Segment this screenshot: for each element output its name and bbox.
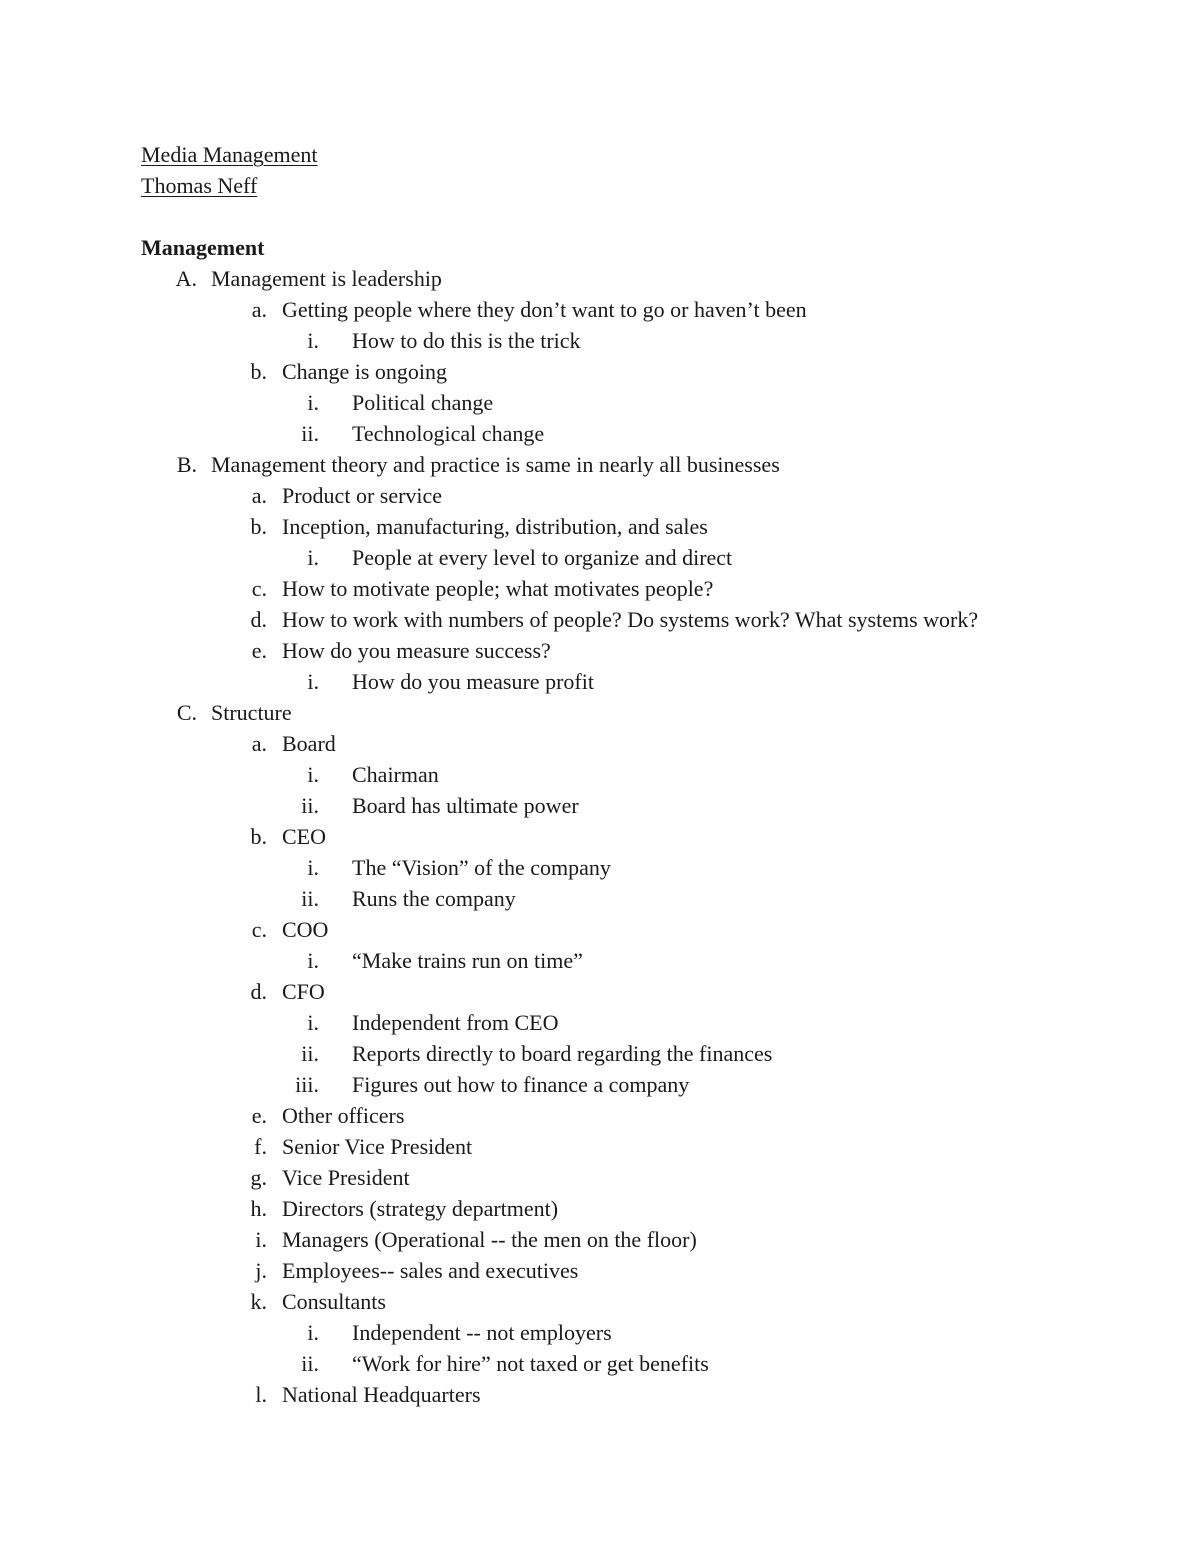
outline-marker: k. xyxy=(250,1289,267,1314)
outline-text: Independent from CEO xyxy=(352,1010,559,1035)
author-name: Thomas Neff xyxy=(141,173,258,198)
outline-text: Product or service xyxy=(282,483,443,508)
outline-text: How do you measure profit xyxy=(352,669,594,694)
outline-text: How to do this is the trick xyxy=(352,328,581,353)
outline-item-level-3 xyxy=(141,666,1141,697)
outline-text: Management theory and practice is same in nearly all businesses xyxy=(211,452,780,477)
outline-item-level-3 xyxy=(141,883,1141,914)
outline-text: How to work with numbers of people? Do systems work? What systems work? xyxy=(282,607,979,632)
outline-marker: a. xyxy=(251,483,267,508)
outline-marker: d. xyxy=(250,979,267,1004)
outline-marker: i. xyxy=(255,1227,267,1252)
outline-marker: j. xyxy=(255,1258,267,1283)
outline-item-level-3 xyxy=(141,1038,1141,1069)
outline-item-level-2 xyxy=(141,976,1141,1007)
outline-text: How do you measure success? xyxy=(282,638,551,663)
outline-marker: i. xyxy=(307,855,319,880)
outline-text: Technological change xyxy=(352,421,545,446)
outline-text: Getting people where they don’t want to go or haven’t been xyxy=(282,297,807,322)
outline-marker: c. xyxy=(251,576,267,601)
outline-marker: ii. xyxy=(301,1041,319,1066)
outline-item-level-2 xyxy=(141,1379,1141,1410)
outline-item-level-2 xyxy=(141,1255,1141,1286)
outline-text: Senior Vice President xyxy=(282,1134,473,1159)
outline-item-level-2 xyxy=(141,914,1141,945)
blank-line xyxy=(141,201,1141,232)
outline-item-level-2 xyxy=(141,1193,1141,1224)
outline-item-level-2 xyxy=(141,1131,1141,1162)
outline-item-level-3 xyxy=(141,1348,1141,1379)
outline-item-level-3 xyxy=(141,1069,1141,1100)
outline-text: Change is ongoing xyxy=(282,359,447,384)
outline-text: “Work for hire” not taxed or get benefits xyxy=(352,1351,709,1376)
outline-marker: i. xyxy=(307,545,319,570)
outline-marker: d. xyxy=(250,607,267,632)
outline-text: Runs the company xyxy=(352,886,516,911)
outline-item-level-1 xyxy=(141,449,1141,480)
outline-text: Employees-- sales and executives xyxy=(282,1258,579,1283)
outline-marker: ii. xyxy=(301,421,319,446)
outline-item-level-3 xyxy=(141,759,1141,790)
outline-marker: i. xyxy=(307,1010,319,1035)
outline-marker: A. xyxy=(175,266,197,291)
outline-text: Board has ultimate power xyxy=(352,793,579,818)
outline-item-level-3 xyxy=(141,387,1141,418)
outline-marker: B. xyxy=(176,452,197,477)
outline-item-level-3 xyxy=(141,790,1141,821)
outline-item-level-2 xyxy=(141,1100,1141,1131)
outline-text: Directors (strategy department) xyxy=(282,1196,559,1221)
section-heading-line xyxy=(141,232,1141,263)
outline-marker: ii. xyxy=(301,886,319,911)
outline-item-level-2 xyxy=(141,728,1141,759)
outline-marker: i. xyxy=(307,328,319,353)
outline-text: People at every level to organize and direct xyxy=(352,545,733,570)
outline-item-level-3 xyxy=(141,325,1141,356)
outline-text: Figures out how to finance a company xyxy=(352,1072,690,1097)
outline-marker: a. xyxy=(251,297,267,322)
outline-marker: g. xyxy=(250,1165,267,1190)
outline-text: Political change xyxy=(352,390,494,415)
outline-text: Chairman xyxy=(352,762,439,787)
outline-marker: i. xyxy=(307,762,319,787)
outline-text: CFO xyxy=(282,979,325,1004)
outline-item-level-2 xyxy=(141,573,1141,604)
outline-item-level-3 xyxy=(141,852,1141,883)
outline-text: “Make trains run on time” xyxy=(352,948,583,973)
outline-item-level-2 xyxy=(141,294,1141,325)
outline-text: Management is leadership xyxy=(211,266,442,291)
outline-item-level-2 xyxy=(141,356,1141,387)
author-line xyxy=(141,170,1141,201)
outline-marker: c. xyxy=(251,917,267,942)
outline-marker: b. xyxy=(250,514,267,539)
outline-marker: i. xyxy=(307,669,319,694)
outline-text: COO xyxy=(282,917,329,942)
outline-marker: i. xyxy=(307,948,319,973)
outline-text: How to motivate people; what motivates people? xyxy=(282,576,714,601)
outline-marker: i. xyxy=(307,390,319,415)
outline-text: Independent -- not employers xyxy=(352,1320,612,1345)
outline-item-level-2 xyxy=(141,635,1141,666)
outline-marker: ii. xyxy=(301,793,319,818)
outline-text: Consultants xyxy=(282,1289,386,1314)
course-title: Media Management xyxy=(141,142,318,167)
outline-text: Reports directly to board regarding the finances xyxy=(352,1041,773,1066)
outline-marker: b. xyxy=(250,824,267,849)
outline-item-level-3 xyxy=(141,1007,1141,1038)
outline-text: The “Vision” of the company xyxy=(352,855,611,880)
outline-marker: b. xyxy=(250,359,267,384)
outline-item-level-1 xyxy=(141,697,1141,728)
outline-marker: i. xyxy=(307,1320,319,1345)
outline-marker: e. xyxy=(251,1103,267,1128)
document-page xyxy=(141,139,1141,1410)
outline-marker: h. xyxy=(250,1196,267,1221)
outline-item-level-3 xyxy=(141,1317,1141,1348)
outline-item-level-2 xyxy=(141,480,1141,511)
outline-text: CEO xyxy=(282,824,326,849)
outline-item-level-2 xyxy=(141,1286,1141,1317)
outline-item-level-3 xyxy=(141,542,1141,573)
outline-list xyxy=(141,263,1141,1410)
outline-marker: a. xyxy=(251,731,267,756)
outline-text: Vice President xyxy=(282,1165,410,1190)
outline-item-level-2 xyxy=(141,821,1141,852)
outline-marker: l. xyxy=(255,1382,267,1407)
section-heading: Management xyxy=(141,235,265,260)
outline-marker: f. xyxy=(254,1134,267,1159)
outline-text: Other officers xyxy=(282,1103,405,1128)
outline-marker: iii. xyxy=(295,1072,319,1097)
outline-item-level-2 xyxy=(141,511,1141,542)
outline-item-level-2 xyxy=(141,1224,1141,1255)
outline-marker: ii. xyxy=(301,1351,319,1376)
outline-text: Structure xyxy=(211,700,292,725)
outline-marker: C. xyxy=(176,700,197,725)
outline-text: Managers (Operational -- the men on the floor) xyxy=(282,1227,697,1252)
outline-text: Board xyxy=(282,731,336,756)
outline-item-level-1 xyxy=(141,263,1141,294)
outline-item-level-2 xyxy=(141,1162,1141,1193)
outline-item-level-2 xyxy=(141,604,1141,635)
outline-text: Inception, manufacturing, distribution, and sales xyxy=(282,514,708,539)
outline-item-level-3 xyxy=(141,945,1141,976)
course-title-line xyxy=(141,139,1141,170)
outline-item-level-3 xyxy=(141,418,1141,449)
outline-text: National Headquarters xyxy=(282,1382,481,1407)
outline-marker: e. xyxy=(251,638,267,663)
